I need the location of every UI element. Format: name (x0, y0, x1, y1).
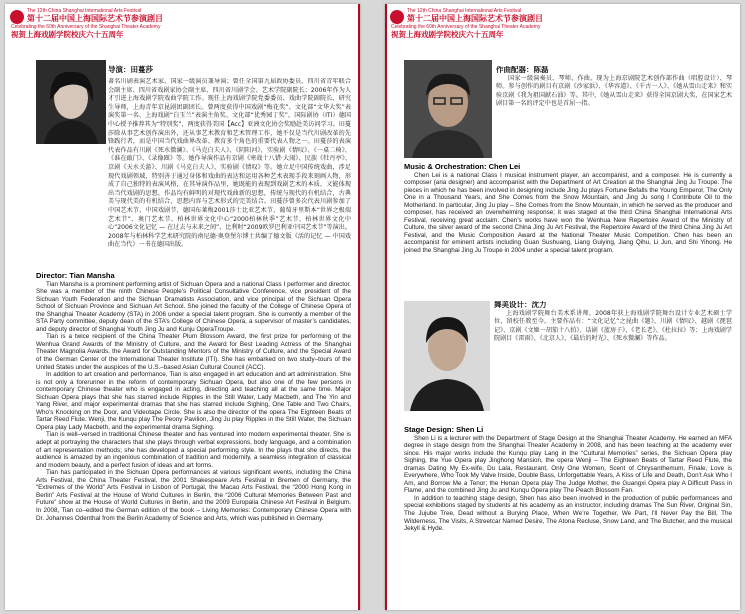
designer-cn-bio (494, 301, 732, 421)
composer-cn-title: 作曲配器：陈磊 (496, 66, 549, 74)
director-cn-bio (36, 78, 351, 258)
header-cn-line2: 视贺上海戏剧学院校庆六十五周年 (11, 30, 124, 39)
composer-portrait (404, 60, 492, 158)
director-en-para: Tian is well–versed in traditional Chinese theater and has ventured into modern experimental theater. She is adept at portraying the characters that she plays through verbal expressions, body language, and a combination of art representation methods; she has developed a special performing style. In the plays that she directs, the audience is amazed by an ingenious combination of tradition and modernity, a seamless integration of classical and modern beauty, and a perfect fusion of ideas and art forms. (36, 431, 351, 469)
designer-en-bio (404, 426, 732, 606)
designer-en-title: Stage Design: Shen Li (404, 426, 484, 434)
designer-en-para: In addition to teaching stage design, Shen has also been involved in the production of public performances and special exhibitions staged by students at his academy as an instructor, including dramas The Sun River, Original Sin, The Jujube Tree, Dead without a Burying Place, When We’re Together, We Part, I’ll Never Pay the Bill, The Wilderness, The Visits, A Streetcar Named Desire, The Atona Recluse, Snow Land, and The Butcher, and the musical Jekyll & Hyde. (404, 494, 732, 533)
composer-cn-bio (496, 66, 732, 158)
page-edge-strip (385, 4, 387, 610)
composer-en-para: Chen Lei is a national Class I musical instrument player, an accompanist, and a composer. He is currently a composer (aria designer) and accompanist with the Department of Art Creation at the Shanghai Jing Ju Troupe. The pieces in which he has been involved in designing include Jing Ju plays Fortune Befalls the Young Emperor, The Only One in a Thousand Years, and She Comes from the Snow Mountain, and Jing Ju song I Contribute Oil to the Motherland. In particular, Jing Ju play – She Comes from the Snow Mountain, in which he served as the producer and composer, has received an overwhelming response; it was staged at the third China Shanghai International Arts Festival, receiving great acclaim. Chen’s works have won the Wenhua New Repertoire Award of the Ministry of Culture, the silver award of the second China Jing Ju Art Festival, the Repertoire Award of the third China Jing Ju Art Festival, and the Music Composition Award at the National Theater Music Competition. Chen has been an accompanist for eminent artists including Guan Sushuang, Liang Guiying, Jiang Qihu, Li Jun, and Shi Yihong. He joined the Shanghai Jing Ju Troupe in 2004 under a special talent program. (404, 171, 732, 255)
header-en-line1: The 12th China Shanghai International Arts Festival (27, 8, 142, 14)
director-en-bio (36, 272, 351, 607)
composer-cn-text: 国家一级演奏员、琴师、作曲。现为上海京剧院艺术创作部作曲（唱腔设计）、琴师。参与创作的剧目有京剧《沙家浜》、《华容道》、《千古一人》、《她从雪山走来》和实验京剧《我为祖国献石油》等。其中，《她从雪山走来》获得全国京剧大奖，在国家艺术剧目第一名的评定中也是首屈一指。 (496, 74, 732, 108)
director-en-para: Tian is a twice recipient of the China Theater Plum Blossom Award, the first prize for performing of the Wenhua Grand Awards of the Ministry of Culture, and the Award for Best Leading Actress of the Shanghai Theater Magnolia Awards, the Award for Outstanding Mentors of the Ministry of Culture, and the Special Award of the German Center of the International Theater Institute (ITI). She has embarked on two study–tours of the United States under the auspices of the U.S.–based Asian Cultural Council (ACC). (36, 333, 351, 371)
designer-portrait-image (404, 301, 490, 411)
director-cn-title: 导演：田蔓莎 (108, 65, 153, 74)
director-en-para: Tian has participated in the Sichuan Opera performances at various significant events, including the China Arts Festival, the China Theater Festival, the 2001 Shakespeare Arts Festival in Bremen of Germany, the “Extremes of the World” Arts Festival in Lisbon of Portugal, the Macao Arts Festival, the “2000 Hong Kong in Berlin” Arts Festival at the House of World Cultures in Berlin, the “2006 Cultural Memories Between Past and Future” show at the House of World Cultures in Berlin, and the 2009 Europalia Chinese Art Festival in Belgium. In 2008, Tian co–edited the German edition of the book – Living Memories: Contemporary Chinese Opera with Dr. Johannes Odenthal from the Berlin Academy of Science and Arts, which was published in Germany. (36, 469, 351, 522)
festival-logo-icon (10, 10, 24, 24)
composer-en-title: Music & Orchestration: Chen Lei (404, 163, 521, 171)
header-cn-line1: 第十二届中国上海国际艺术节参演剧目 (27, 14, 163, 23)
designer-portrait (404, 301, 490, 411)
page-header (385, 4, 740, 52)
director-cn-bio-top (108, 66, 351, 75)
header-cn-line1: 第十二届中国上海国际艺术节参演剧目 (407, 14, 543, 23)
designer-cn-title: 舞美设计：沈力 (494, 301, 547, 309)
page-edge-strip (358, 4, 360, 610)
composer-en-bio (404, 163, 732, 281)
director-en-para: In addition to art creation and performance, Tian is also engaged in art education and art administration. She is not only a forerunner in the reform of contemporary Sichuan Opera, but also one of the few persons in contemporary Chinese theater who is engaged in acting, directing and teaching all at the same time. Major Sichuan Opera plays that she has starred include Ripples in the Still Water, Lady Macbeth, and The Yin and Yang River, and major experimental dramas that she has starred include Sighing, One Table and Two Chairs, Who’s Knocking on the Door, and Videotape Circle. She is also the director of the opera The Eighteen Beats of Tartar Reed Flute. Wenji, the Kunqu play The Peony Pavilion, Jing Ju play Ripples in the Still Water, the Sichuan Opera play Lady Macbeth, and the experimental drama Sighing. (36, 371, 351, 431)
header-en-line2: Celebrating the 60th Anniversary of the Shanghai Theater Academy (391, 24, 541, 30)
director-en-para: Tian Mansha is a prominent performing artist of Sichuan Opera and a national Class I performer and director. She was a member of the ninth Chinese People’s Political Consultative Conference, vice president of the Sichuan Youth Federation and the Sichuan Dramatists Association, and vice principal of the Sichuan Opera School of Sichuan Province and Sichuan Art School. She joined the faculty of the College of Chinese Opera of the Shanghai Theater Academy (STA) in 2006 under a special talent program. She is currently a member of the STA Party committee, deputy dean of the STA’s College of Chinese Opera, a supervisor of master’s candidates, and deputy director of Shanghai Youth Jing Ju and Kunju OperaTroupe. (36, 280, 351, 333)
festival-logo-icon (390, 10, 404, 24)
composer-portrait-image (404, 60, 492, 158)
right-page (385, 4, 740, 610)
director-en-title: Director: Tian Mansha (36, 272, 115, 280)
director-cn-text: 著名川剧表演艺术家、国家一级演员兼导演；曾任全国第九届政协委员、四川省青年联合会副主席、四川省戏剧家协会副主席、四川省川剧学会、艺术学院副院长；2006年作为人才引进上海戏剧学院戏曲学院工作。现任上海戏剧学院党委委员、戏曲学院副院长、研究生导师，上海青年京昆剧团副团长。曾两度获得中国戏剧“梅花奖”、文化部“文华大奖”表演奖第一名、上海戏剧“白玉兰”表演主角奖、文化部“优秀园丁奖”，国际剧协（ITI）德国中心授予推荐其为“特别奖”，两度获得美国【Acc】亚洲文化协会奖励赴美访问学习。田蔓莎除从事艺术创作演出外，还从事艺术教育和艺术管理工作，她不仅是当代川剧改革的先锋践行者，而是中国当代戏曲界改革、教育多个角色的重要代表人物之一。田蔓莎的表演代表作品有川剧《死水微澜》、《马克白夫人》、《阴阳河》，实验剧《情叹》、《一桌二椅》、《谁在敲门》、《录像圈》等。她作导演作品有京剧《寒战十八错·大闹》、民族《牡丹亭》、京剧《天水关游》、川剧《马克白夫人》、实验剧《情叹》等。她立足中国传统戏曲，涉足现代戏剧领域，特别善于通过身体和戏曲的表达和运用各种艺术表现手段来刻画人物，形成了自己独特的表演风格，在其导演作品里，她既能的表现到戏剧艺术的本质，又能体现出当代戏剧的思想，作品均有鲜明的对现代戏曲新的思想，传统与现代的有机结合，古典美与现代美的有机结合，思想内容与艺术形式的完美结合。田蔓莎曾多次代表川剧参加了中国艺术节、中国戏剧节、德国布莱梅2001莎士比亚艺术节、葡萄牙里斯本“世界之极端艺术节”、奥门艺术节、柏林世界文化中心“2000柏林秋季”艺术节、柏林世界文化中心“2006文化记忆 — 在过去与未来之间”、比利时“2009欧罗巴利亚中国艺术节”等演出。2008年与柏林科学艺术研究院的南尼德·奥登堡尔博士共编了德文版《活的记忆 — 中国戏曲在当代》一书在德国出版。 (108, 78, 351, 249)
page-header (5, 4, 360, 52)
designer-cn-text: 上海戏剧学院舞台美术系讲师，2008年获上海戏剧学院舞台设计专业艺术硕士学位，留校任教至今。主要作品有：“文化记忆”之昆曲《题》、川剧《情叹》、越剧《琵琶记》、京剧《文姬一胡笳十八拍》、话剧《蓝房子》、《老长老》、《杜拉拉》等；上海戏剧学院剧目《雷雨》、《北京人》、《最后的时光》、《死水微澜》等作品。 (494, 309, 732, 343)
header-en-line1: The 12th China Shanghai International Arts Festival (407, 8, 522, 14)
header-cn-line2: 视贺上海戏剧学院校庆六十五周年 (391, 30, 504, 39)
left-page (5, 4, 360, 610)
designer-en-para: Shen Li is a lecturer with the Department of Stage Design at the Shanghai Theater Academy. He earned an MFA degree in stage design from the Shanghai Theater Academy in 2008, and has been teaching at the academy ever since. His major works include the Kunqu play Lang in the “Cultural Memories” series, the Sichuan Opera play Sighing, the Yue Opera play Jinghong Mansion, the opera Wenji – The Eighteen Beats of Tartar Reed Flute, the dramas Dating My Ex-wife, Du Lala, Restaurant, Only One Women, Scent of Chrysanthemum, Finale, Love is Everywhere, Who Took My Valve Inside, Double Bass, Unforgettable Years, A Kiss of Life and Death, Don’t Ask Who I Am, and Borrow Me a Tenor; the Henan Opera play The Judge Mother, the Guangxi Opera play A Difficult Pass in Flame, and the combined Jing Ju and Kunqu Opera play The Peach Blossom Fan. (404, 434, 732, 495)
header-en-line2: Celebrating the 60th Anniversary of the Shanghai Theater Academy (11, 24, 161, 30)
